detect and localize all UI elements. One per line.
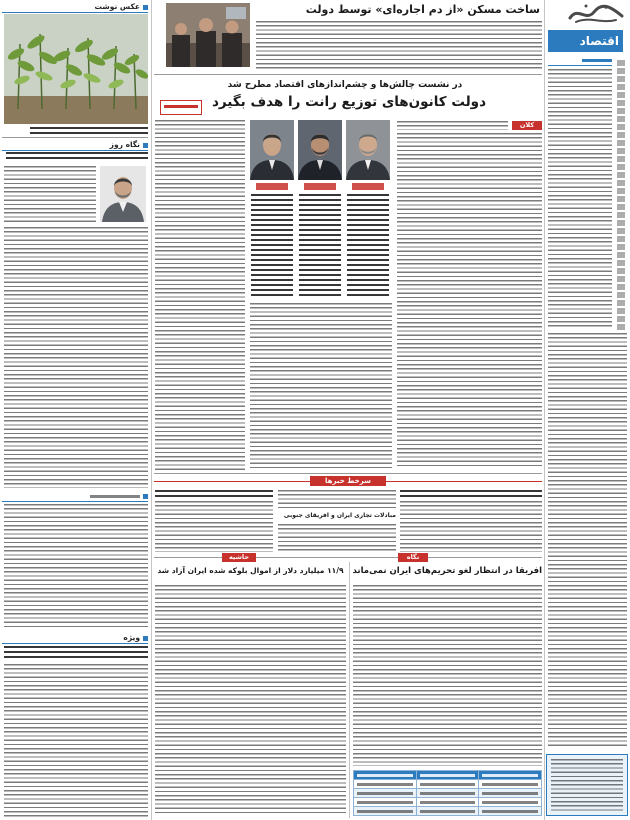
photo-caption (30, 127, 148, 134)
bottom-right-tag: نگاه (398, 553, 428, 562)
opinion-section-header (2, 140, 148, 151)
table-row (354, 807, 542, 816)
brief-right-headline (400, 490, 542, 498)
bottom-left-headline: ۱۱/۹ میلیارد دلار از اموال بلوکه شده ایران آزاد شد (157, 566, 344, 575)
newspaper-logo (566, 2, 626, 26)
table-cell (416, 771, 479, 780)
date-strip (617, 60, 625, 330)
separator (154, 473, 542, 474)
portrait-2 (298, 120, 342, 180)
table-cell (354, 780, 417, 789)
bottom-left-text (155, 585, 346, 816)
bottom-right-headline: افریقا در انتظار لغو تحریم‌های ایران نمی‌ماند (353, 566, 542, 576)
portrait-3 (346, 120, 390, 180)
top-story-text (256, 21, 542, 71)
column-header (548, 57, 612, 66)
table-cell (479, 807, 542, 816)
brief-trade-text (278, 524, 396, 552)
main-story-kicker: در نشست چالش‌ها و چشم‌اندازهای اقتصاد مطرح شد (227, 80, 463, 90)
brief-left-headline (155, 490, 273, 498)
portrait-1 (250, 120, 294, 180)
opinion-text-continued (4, 227, 148, 488)
main-story-tag: کلان (512, 121, 542, 130)
brief-left-text (155, 501, 273, 552)
top-story-headline: ساخت مسکن «از دم اجاره‌ای» توسط دولت (305, 3, 540, 16)
feature-headline (4, 646, 148, 661)
opinion-text (4, 166, 96, 224)
table-cell (354, 789, 417, 798)
section-label (548, 30, 626, 52)
author-photo (100, 166, 146, 222)
bottom-left-tag: حاشیه (222, 553, 256, 562)
trade-table (353, 770, 542, 816)
table-cell (479, 771, 542, 780)
brief-right-text (400, 501, 542, 552)
table-cell (479, 798, 542, 807)
separator (154, 557, 542, 558)
main-story-text-left (155, 120, 245, 470)
table-cell (354, 771, 417, 780)
separator (154, 74, 542, 75)
photo-plants (4, 14, 148, 124)
column-divider (349, 562, 350, 818)
table-cell (416, 789, 479, 798)
section-name: اقتصاد (579, 34, 619, 48)
portrait-label-2 (304, 183, 336, 190)
column-text (548, 69, 612, 329)
economy-section-header (2, 491, 148, 502)
economy-text (4, 504, 148, 630)
main-story-text-right (397, 133, 542, 469)
feature-text (4, 664, 148, 817)
main-story-text-center (250, 303, 392, 470)
table-cell (416, 798, 479, 807)
quote-3 (347, 194, 389, 298)
quote-1 (251, 194, 293, 298)
table-cell (416, 807, 479, 816)
credits-box (546, 754, 628, 816)
bottom-right-text (353, 585, 542, 766)
table-cell (479, 789, 542, 798)
top-story-photo (166, 3, 250, 67)
column-divider (544, 0, 545, 820)
main-story-lead (397, 121, 508, 130)
column-text-continued (548, 333, 627, 749)
briefs-section-title: سرخط خبرها (310, 476, 386, 486)
table-cell (479, 780, 542, 789)
feature-section-title: ویژه (123, 633, 140, 642)
table-row (354, 798, 542, 807)
opinion-headline (6, 152, 148, 162)
portrait-label-3 (352, 183, 384, 190)
quote-2 (299, 194, 341, 298)
photo-section-header (2, 2, 148, 13)
table-header-row (354, 771, 542, 780)
brief-middle-text (278, 490, 396, 510)
table-row (354, 789, 542, 798)
portrait-label-1 (256, 183, 288, 190)
table-row (354, 780, 542, 789)
table-cell (354, 798, 417, 807)
opinion-section-title: نگاه روز (109, 140, 140, 149)
table-cell (416, 780, 479, 789)
headline-badge (160, 100, 202, 115)
feature-section-header (2, 633, 148, 644)
photo-section-title: عکس نوشت (94, 2, 140, 11)
table-cell (354, 807, 417, 816)
main-story-headline: دولت کانون‌های توزیع رانت را هدف بگیرد (211, 94, 486, 110)
brief-trade-headline: مبادلات تجاری ایران و آفریقای جنوبی (283, 512, 396, 519)
separator (2, 137, 148, 138)
column-divider (151, 0, 152, 820)
